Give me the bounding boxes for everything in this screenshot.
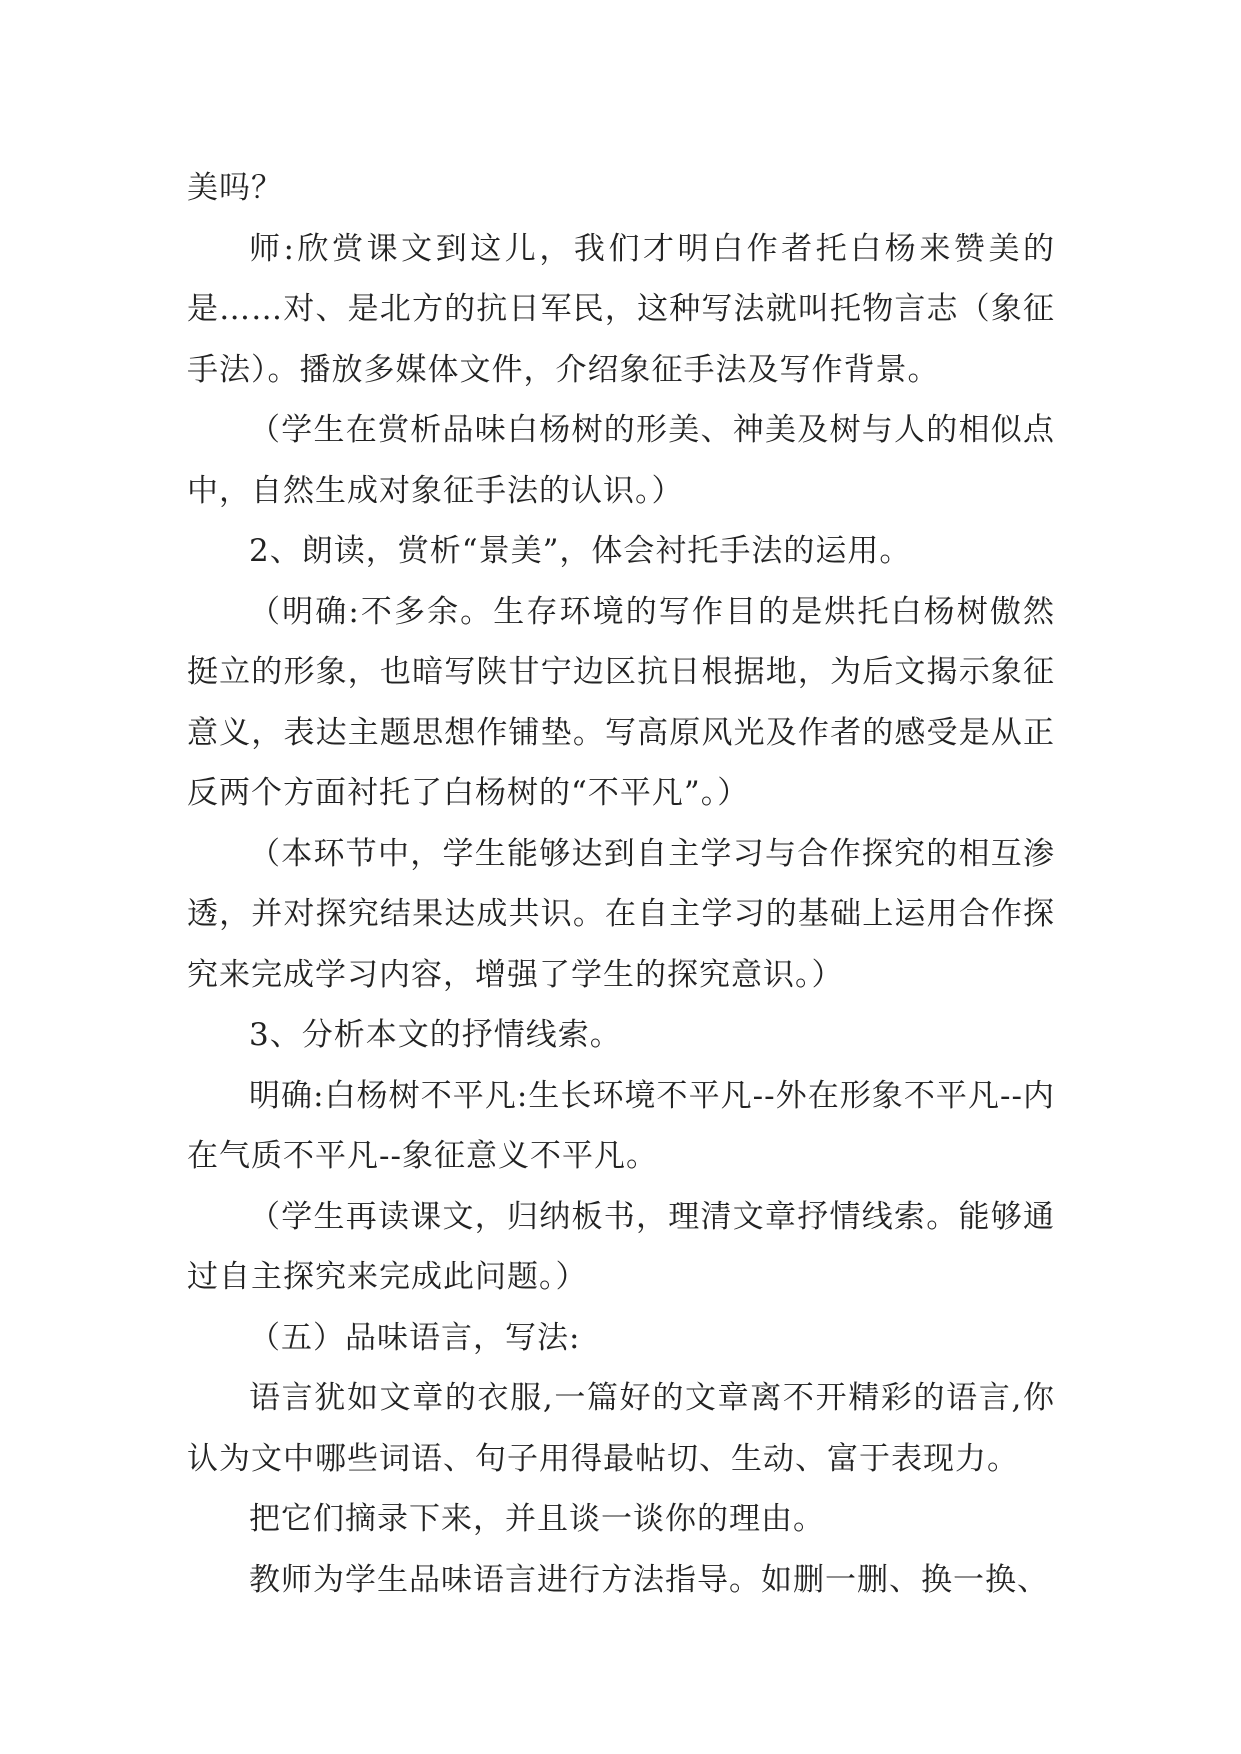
paragraph: （学生再读课文，归纳板书，理清文章抒情线索。能够通过自主探究来完成此问题。） xyxy=(187,1198,1055,1295)
section-heading: （五）品味语言，写法: xyxy=(249,1319,581,1356)
paragraph: 明确:白杨树不平凡:生长环境不平凡--外在形象不平凡--内在气质不平凡--象征意义不平凡。 xyxy=(187,1077,1055,1174)
document-body xyxy=(187,158,1055,1610)
paragraph: 师:欣赏课文到这儿，我们才明白作者托白杨来赞美的是……对、是北方的抗日军民，这种写法就叫托物言志（象征手法）。播放多媒体文件，介绍象征手法及写作背景。 xyxy=(187,230,1055,388)
paragraph: （学生在赏析品味白杨树的形美、神美及树与人的相似点中，自然生成对象征手法的认识。） xyxy=(187,412,1055,509)
paragraph: 2、朗读，赏析“景美”，体会衬托手法的运用。 xyxy=(249,533,912,569)
paragraph: 把它们摘录下来，并且谈一谈你的理由。 xyxy=(249,1501,825,1537)
paragraph: 语言犹如文章的衣服,一篇好的文章离不开精彩的语言,你认为文中哪些词语、句子用得最帖切、生动、富于表现力。 xyxy=(187,1380,1055,1477)
paragraph: 美吗？ xyxy=(187,170,283,206)
paragraph: 教师为学生品味语言进行方法指导。如删一删、换一换、 xyxy=(249,1561,1049,1598)
paragraph: 3、分析本文的抒情线索。 xyxy=(249,1017,622,1053)
paragraph: （本环节中，学生能够达到自主学习与合作探究的相互渗透，并对探究结果达成共识。在自主学习的基础上运用合作探究来完成学习内容，增强了学生的探究意识。） xyxy=(187,835,1055,993)
paragraph: （明确:不多余。生存环境的写作目的是烘托白杨树傲然挺立的形象，也暗写陕甘宁边区抗日根据地，为后文揭示象征意义，表达主题思想作铺垫。写高原风光及作者的感受是从正反两个方面衬托了白杨树的“不平凡”。） xyxy=(187,593,1055,811)
